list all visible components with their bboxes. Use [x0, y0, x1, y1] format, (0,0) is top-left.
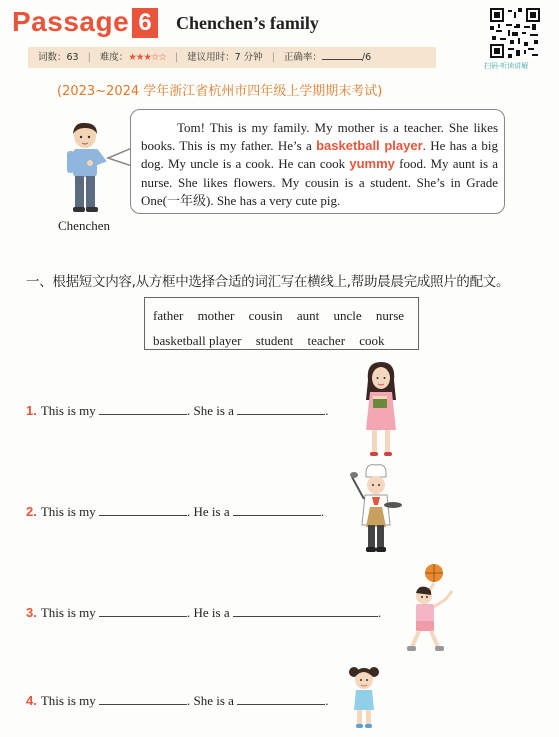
- word-bank-item: mother: [197, 308, 235, 323]
- highlight-basketball-player: basketball player: [316, 138, 423, 154]
- answer-blank[interactable]: [99, 604, 187, 617]
- word-bank-item: student: [255, 333, 294, 348]
- answer-blank[interactable]: [99, 692, 187, 705]
- word-bank-item: father: [153, 308, 184, 323]
- answer-blank[interactable]: [99, 503, 187, 516]
- basketball-player-illustration: [404, 563, 460, 659]
- little-girl-illustration: [348, 664, 380, 730]
- teacher-illustration: [358, 360, 404, 460]
- word-bank-item: teacher: [307, 333, 346, 348]
- word-bank-item: uncle: [333, 308, 362, 323]
- word-bank-item: cousin: [248, 308, 283, 323]
- answer-blank[interactable]: [99, 402, 187, 415]
- question-1: 1. This is my . She is a .: [26, 403, 329, 418]
- word-bank-item: cook: [359, 333, 385, 348]
- info-bar: 词数：63 | 难度：★★★☆☆ | 建议用时：7 分钟 | 正确率： /6: [28, 47, 436, 68]
- accuracy: 正确率： /6: [284, 47, 371, 68]
- passage-text: Tom! This is my family. My mother is a teacher. She likes books. This is my father. He’s a basketball player. He has a big dog. My uncle is a cook. He can cook yummy food. My aunt is a nurse. She likes flowers. My cousin is a student. She’s in Grade One(一年级). She has a very cute pig.: [130, 109, 505, 214]
- answer-blank[interactable]: [237, 402, 325, 415]
- passage-number-badge: 6: [132, 8, 158, 38]
- suggested-time: 建议用时：7 分钟: [187, 52, 263, 63]
- page-title: Chenchen’s family: [176, 13, 319, 33]
- qr-code-icon[interactable]: [490, 8, 540, 58]
- word-bank-item: basketball player: [153, 333, 242, 348]
- word-bank: [144, 297, 419, 350]
- word-bank-item: nurse: [375, 308, 405, 323]
- highlight-yummy: yummy: [349, 156, 395, 172]
- difficulty: 难度：★★★☆☆: [99, 52, 166, 63]
- exam-source: (2023~2024 学年浙江省杭州市四年级上学期期末考试): [57, 84, 383, 99]
- cook-illustration: [348, 463, 404, 555]
- passage-label: Passage: [12, 6, 130, 37]
- answer-blank[interactable]: [237, 692, 325, 705]
- boy-illustration: [62, 120, 108, 216]
- question-4: 4. This is my . She is a .: [26, 693, 329, 708]
- qr-caption: 扫码·听读讲解: [484, 62, 529, 70]
- difficulty-stars: ★★★☆☆: [128, 52, 166, 63]
- answer-blank[interactable]: [233, 604, 378, 617]
- character-name: Chenchen: [58, 218, 110, 233]
- word-bank-item: aunt: [296, 308, 320, 323]
- word-count: 词数：63: [38, 52, 79, 63]
- question-2: 2. This is my . He is a .: [26, 504, 325, 519]
- instruction: 一、根据短文内容,从方框中选择合适的词汇写在横线上,帮助晨晨完成照片的配文。: [26, 274, 510, 290]
- question-3: 3. This is my . He is a .: [26, 605, 382, 620]
- answer-blank[interactable]: [233, 503, 321, 516]
